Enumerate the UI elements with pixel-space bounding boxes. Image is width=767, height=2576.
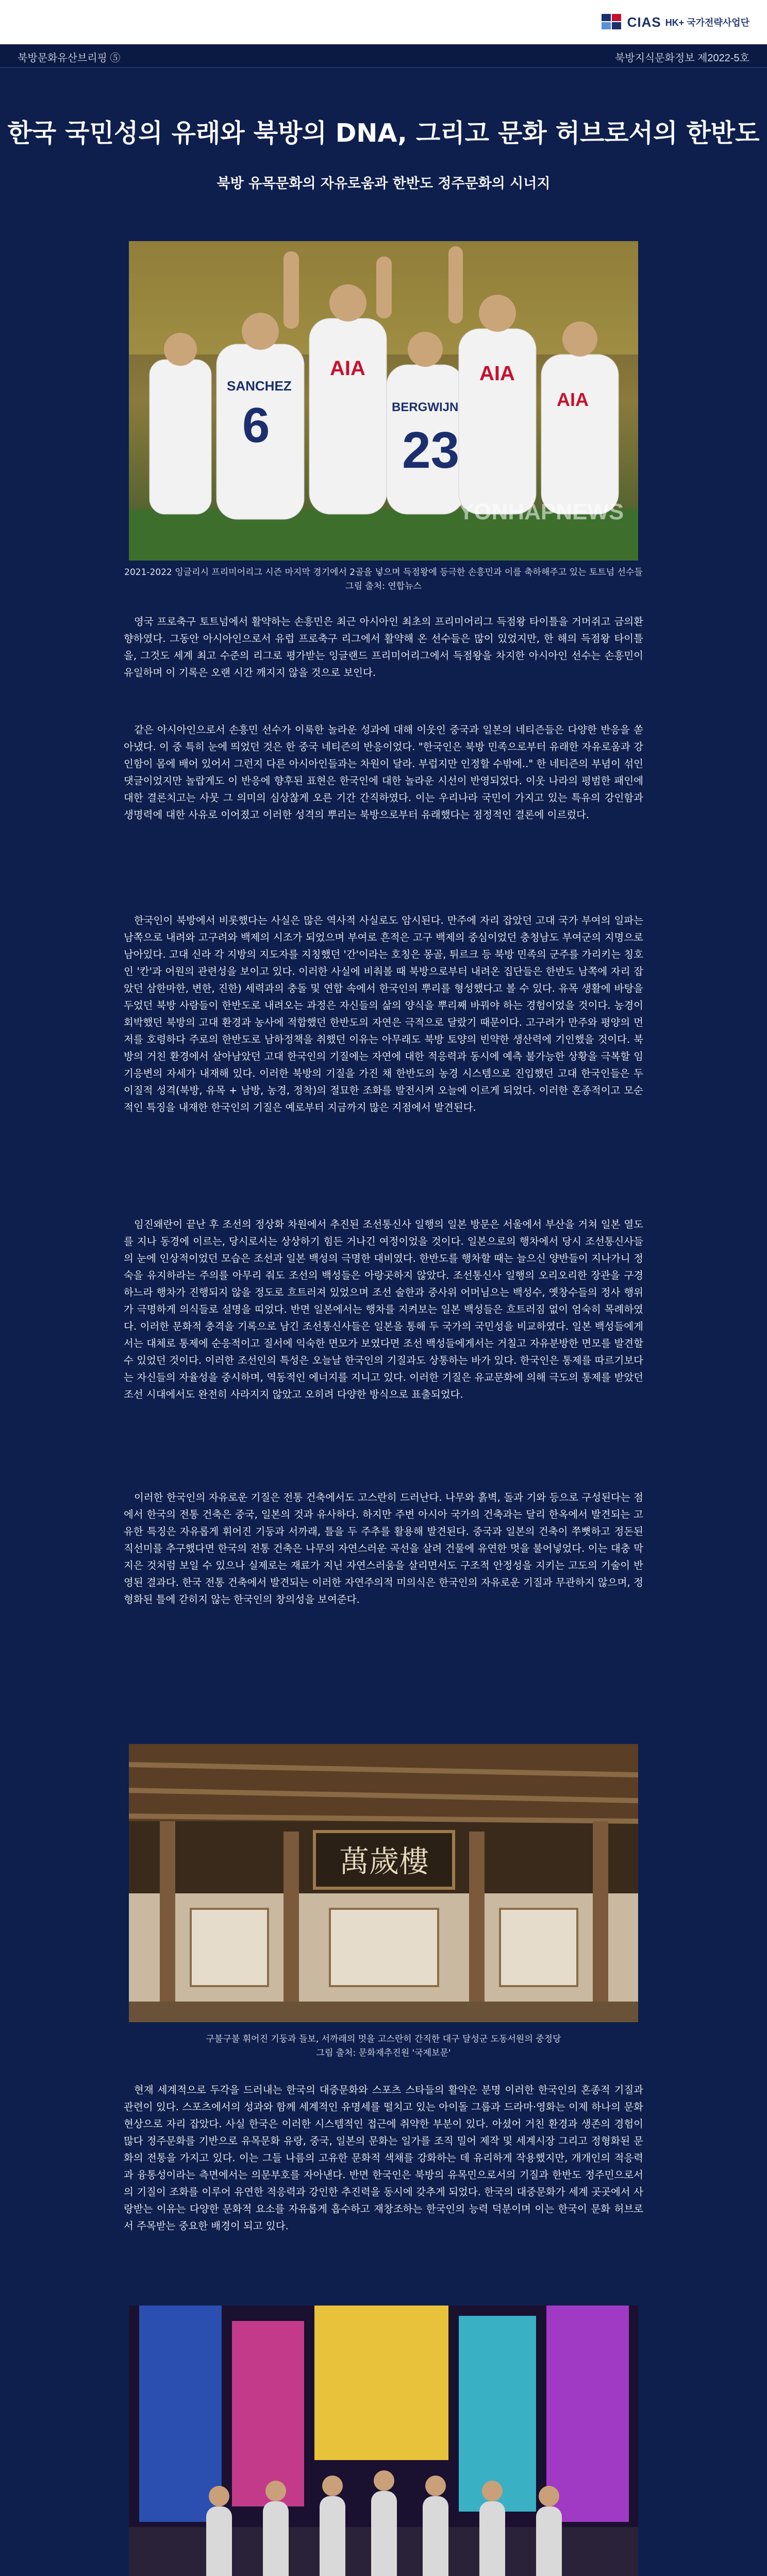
caption-source: 그림 출처: 문화재추진원 '국제보문' — [316, 2048, 451, 2058]
sponsor-text: AIA — [330, 357, 365, 380]
title-block — [0, 67, 767, 222]
paragraph-4: 임진왜란이 끝난 후 조선의 정상화 차원에서 추진된 조선통신사 일행의 일본 방문은 서울에서 부산을 거쳐 일본 열도를 지나 동경에 이르는, 당시로서는 상상하기 힘든 거나긴 여정이었을 것이다. 일본으로의 행차에서 당시 조선통신사들의 눈에 인상적이었던 모습은 조선과 일본 백성의 극명한 대비였다. 한반도를 행차할 때는 늘으신 양반들이 지나가니 정숙을 유지하라는 주의를 아무리 줘도 조선의 백성들은 아랑곳하지 않았다. 조선통신사 일행의 오리오리한 장관을 구경하느라 행차가 진행되지 않을 정도로 흐트러져 있었으며 조선 술한과 중사위 어머님으는 백성수, 옛창수들의 정사 행위가 극명하게 의식들로 설명을 띠었다. 반면 일본에서는 행차를 지켜보는 일본 백성들은 흐트러짐 없이 엄숙히 목례하였다. 이러한 문화적 충격을 기록으로 남긴 조선통신사들은 일본을 통해 두 국가의 국민성을 비교하였다. 일본 백성들에게서는 대체로 통제에 순응적이고 질서에 익숙한 면모가 보였다면 조선 백성들에게서는 거칠고 자유분방한 면모를 발견할 수 있었던 것이다. 이러한 조선인의 특성은 오늘날 한국인의 기질과도 상통하는 바가 있다. 한국인은 통제를 따르기보다는 자신들의 자율성을 중시하며, 역동적인 에너지를 지니고 있다. 이러한 기질은 유교문화에 의해 극도의 통제를 받았던 조선 시대에서도 완전히 사라지지 않았고 오히려 다양한 방식으로 표출되었다. — [124, 1218, 643, 1400]
caption-text: 2021-2022 잉글리시 프리미어리그 시즌 마지막 경기에서 2골을 넣으며 득점왕에 등극한 손흥민과 이를 축하해주고 있는 토트넘 선수들 — [124, 567, 643, 578]
sponsor-text: AIA — [479, 362, 515, 385]
figure2-caption — [0, 2032, 767, 2060]
paragraph-3: 한국인이 북방에서 비롯했다는 사실은 많은 역사적 사실로도 암시된다. 만주에 자리 잡았던 고대 국가 부여의 일파는 남쪽으로 내려와 고구려와 백제의 시조가 되었으며 부여로 흔적은 고구 백제의 중심이었던 충청남도 부여군의 지명으로 남아있다. 고대 신라 각 지방의 지도자를 지칭했던 '간'이라는 호칭은 몽골, 튀르크 등 북방 민족의 군주를 가리키는 칭호인 '칸'과 어원의 관련성을 보이고 있다. 이러한 사실에 비춰볼 때 북방으로부터 내려온 집단들은 한반도 남쪽에 자리 잡았던 삼한마한, 변한, 진한) 세력과의 충돌 및 연합 속에서 한국인의 뿌리를 형성했다고 볼 수 있다. 유목 생활에 바탕을 두었던 북방 사람들이 한반도로 내려오는 과정은 자신들의 삶의 양식을 뿌리째 바꿔야 하는 경험이었을 것이다. 농경이 회박했던 북방의 고대 환경과 농사에 적합했던 한반도의 자연은 극적으로 달랐기 때문이다. 고구려가 만주와 평양의 먼저를 호령하다 주로의 한반도로 남하정책을 취했던 이유는 아무래도 북방 토양의 빈약한 생산력에 기인했을 것이다. 북방의 거친 환경에서 살아남았던 고대 한국인의 기질에는 자연에 대한 적응력과 동시에 예측 불가능한 상황을 극복할 임기응변의 자세가 내재해 있다. 이러한 북방의 기질을 가진 채 한반도의 농경 시스템으로 진입했던 고대 한국인들은 두 이질적 성격(북방, 유목 + 남방, 농경, 정착)의 절묘한 조화를 발전시켜 오늘에 이르게 되었다. 이러한 혼종적이고 모순적인 특징을 내재한 한국인의 기질은 예로부터 지금까지 많은 지점에서 발견된다. — [124, 914, 643, 1113]
paragraph-2: 같은 아시아인으로서 손흥민 선수가 이룩한 놀라운 성과에 대해 이웃인 중국과 일본의 네티즌들은 다양한 반응을 쏟아냈다. 이 중 특히 눈에 띄었던 것은 한 중국 네티즌의 반응이었다. "한국인은 북방 민족으로부터 유래한 자유로움과 강인함이 몸에 배어 있어서 그런지 다른 아시아인들과는 차원이 달라. 부럽지만 인정할 수밖에.." 한 네티즌의 부념이 섞인 댓글이었지만 놀랍게도 이 반응에 향후된 표현은 한국인에 대한 놀라운 시선이 반영되었다. 이웃 나라의 평범한 패인에 대한 결론치고는 사뭇 그 의미의 심상찮게 오른 기간 간직하였다. 이는 우리나라 국민이 가지고 있는 특유의 강인함과 생명력에 대한 사유로 이어졌고 이러한 성격의 뿌리는 북방으로부터 유래했다는 점정적인 결론에 이르렀다. — [124, 724, 643, 821]
caption-source: 그림 출처: 연합뉴스 — [345, 581, 422, 591]
series-label: 북방문화유산브리핑 ⑤ — [18, 53, 121, 64]
paragraph-5: 이러한 한국인의 자유로운 기질은 전통 건축에서도 고스란히 드러난다. 나무와 흙벽, 돌과 기와 등으로 구성된다는 점에서 한국의 전통 건축은 중국, 일본의 것과 유사하다. 하지만 주변 아시아 국가의 건축과는 달리 한옥에서 발견되는 고유한 특징은 자유롭게 휘어진 기둥과 서까래, 틀을 두 주추를 활용해 발견된다. 중국과 일본의 건축이 쭈뼛하고 정돈된 직선미를 추구했다면 한국의 전통 건축은 나무의 자연스러운 곡선을 살려 건물에 유연한 멋을 불어넣었다. 이는 대충 막 지은 것처럼 보일 수 있으나 실제로는 재료가 지닌 자연스러움을 살리면서도 구조적 안정성을 지키는 고도의 기술이 반영된 결과다. 한국 전통 건축에서 발견되는 이러한 자연주의적 미의식은 한국인의 자유로운 기질과 무관하지 않으며, 정형화된 틀에 갇히지 않는 한국인의 창의성을 보여준다. — [124, 1492, 643, 1605]
hanok-interior-image — [129, 1744, 638, 2022]
logo-subtext: HK+ 국가전략사업단 — [665, 18, 749, 28]
jersey-number: 23 — [402, 421, 460, 479]
figure1-caption — [0, 566, 767, 594]
bulletin-bar — [0, 44, 767, 68]
jersey-number: 6 — [242, 398, 270, 453]
figure-bts-photo — [129, 2306, 638, 2576]
page-title: 한국 국민성의 유래와 북방의 DNA, 그리고 문화 허브로서의 한반도 — [7, 118, 760, 148]
figure-hanok-photo — [129, 1744, 638, 2022]
paragraph-6: 현재 세계적으로 두각을 드러내는 한국의 대중문화와 스포츠 스타들의 활약은 분명 이러한 한국인의 혼종적 기질과 관련이 있다. 스포츠에서의 성과와 함께 세계적인 유명세를 떨치고 있는 아이돌 그룹과 드라마·영화는 이제 하나의 문화 현상으로 자리 잡았다. 사실 한국은 이러한 시스템적인 접근에 취약한 부분이 있다. 아셨어 거친 환경과 생존의 경험이 많다 정주문화를 기반으로 유목문화 유랑, 중국, 일본의 문화는 일가를 조직 밀어 제작 및 세계시장 그리고 정형화된 문화의 전통을 가지고 있다. 이는 그들 나름의 고유한 문화적 색채를 강화하는 데 유리하게 작용했지만, 개개인의 적응력과 융통성이라는 측면에서는 의문부호를 자아낸다. 반면 한국인은 북방의 유목민으로서의 기질과 한반도 정주민으로서의 기질이 조화를 이루어 유연한 적응력과 강인한 추진력을 동시에 갖추게 되었다. 한국의 대중문화가 세계 곳곳에서 사랑받는 이유는 다양한 문화적 요소를 자유롭게 흡수하고 재창조하는 한국인의 능력 덕분이며 이는 한국이 문화 허브로서 주목받는 중요한 배경이 되고 있다. — [124, 2084, 643, 2232]
page-subtitle: 북방 유목문화의 자유로움과 한반도 정주문화의 시너지 — [216, 176, 551, 192]
issue-label: 북방지식문화정보 제2022-5호 — [614, 53, 749, 64]
bts-performance-image — [129, 2306, 638, 2576]
soccer-celebration-image — [129, 241, 638, 561]
figure-soccer-photo — [129, 241, 638, 561]
caption-text: 구불구불 휘어진 기둥과 들보, 서까래의 멋을 고스란히 간직한 대구 달성군 도동서원의 중정당 — [206, 2034, 561, 2044]
sponsor-text: AIA — [557, 389, 589, 410]
image-watermark: YONHAPNEWS — [459, 499, 624, 524]
logo[interactable] — [601, 10, 749, 34]
header-bar — [0, 0, 767, 44]
jersey-name: SANCHEZ — [227, 378, 292, 394]
logo-icon — [601, 12, 623, 32]
logo-text: CIAS — [627, 14, 661, 30]
paragraph-1: 영국 프로축구 토트넘에서 활약하는 손흥민은 최근 아시아인 최초의 프리미어리그 득점왕 타이틀을 거머쥐고 금의환향하였다. 그동안 아시아인으로서 유럽 프로축구 리그에서 활약해 온 선수들은 많이 있었지만, 한 해의 득점왕 타이틀을, 그것도 세계 최고 수준의 리그로 평가받는 잉글랜드 프리미어리그에서 득점왕을 차지한 아시아인 선수는 손흥민이 유일하며 이 기록은 오랜 시간 깨지지 않을 것으로 보인다. — [124, 616, 643, 679]
jersey-name: BERGWIJN — [392, 400, 459, 414]
signboard-text: 萬歲樓 — [339, 1844, 429, 1879]
